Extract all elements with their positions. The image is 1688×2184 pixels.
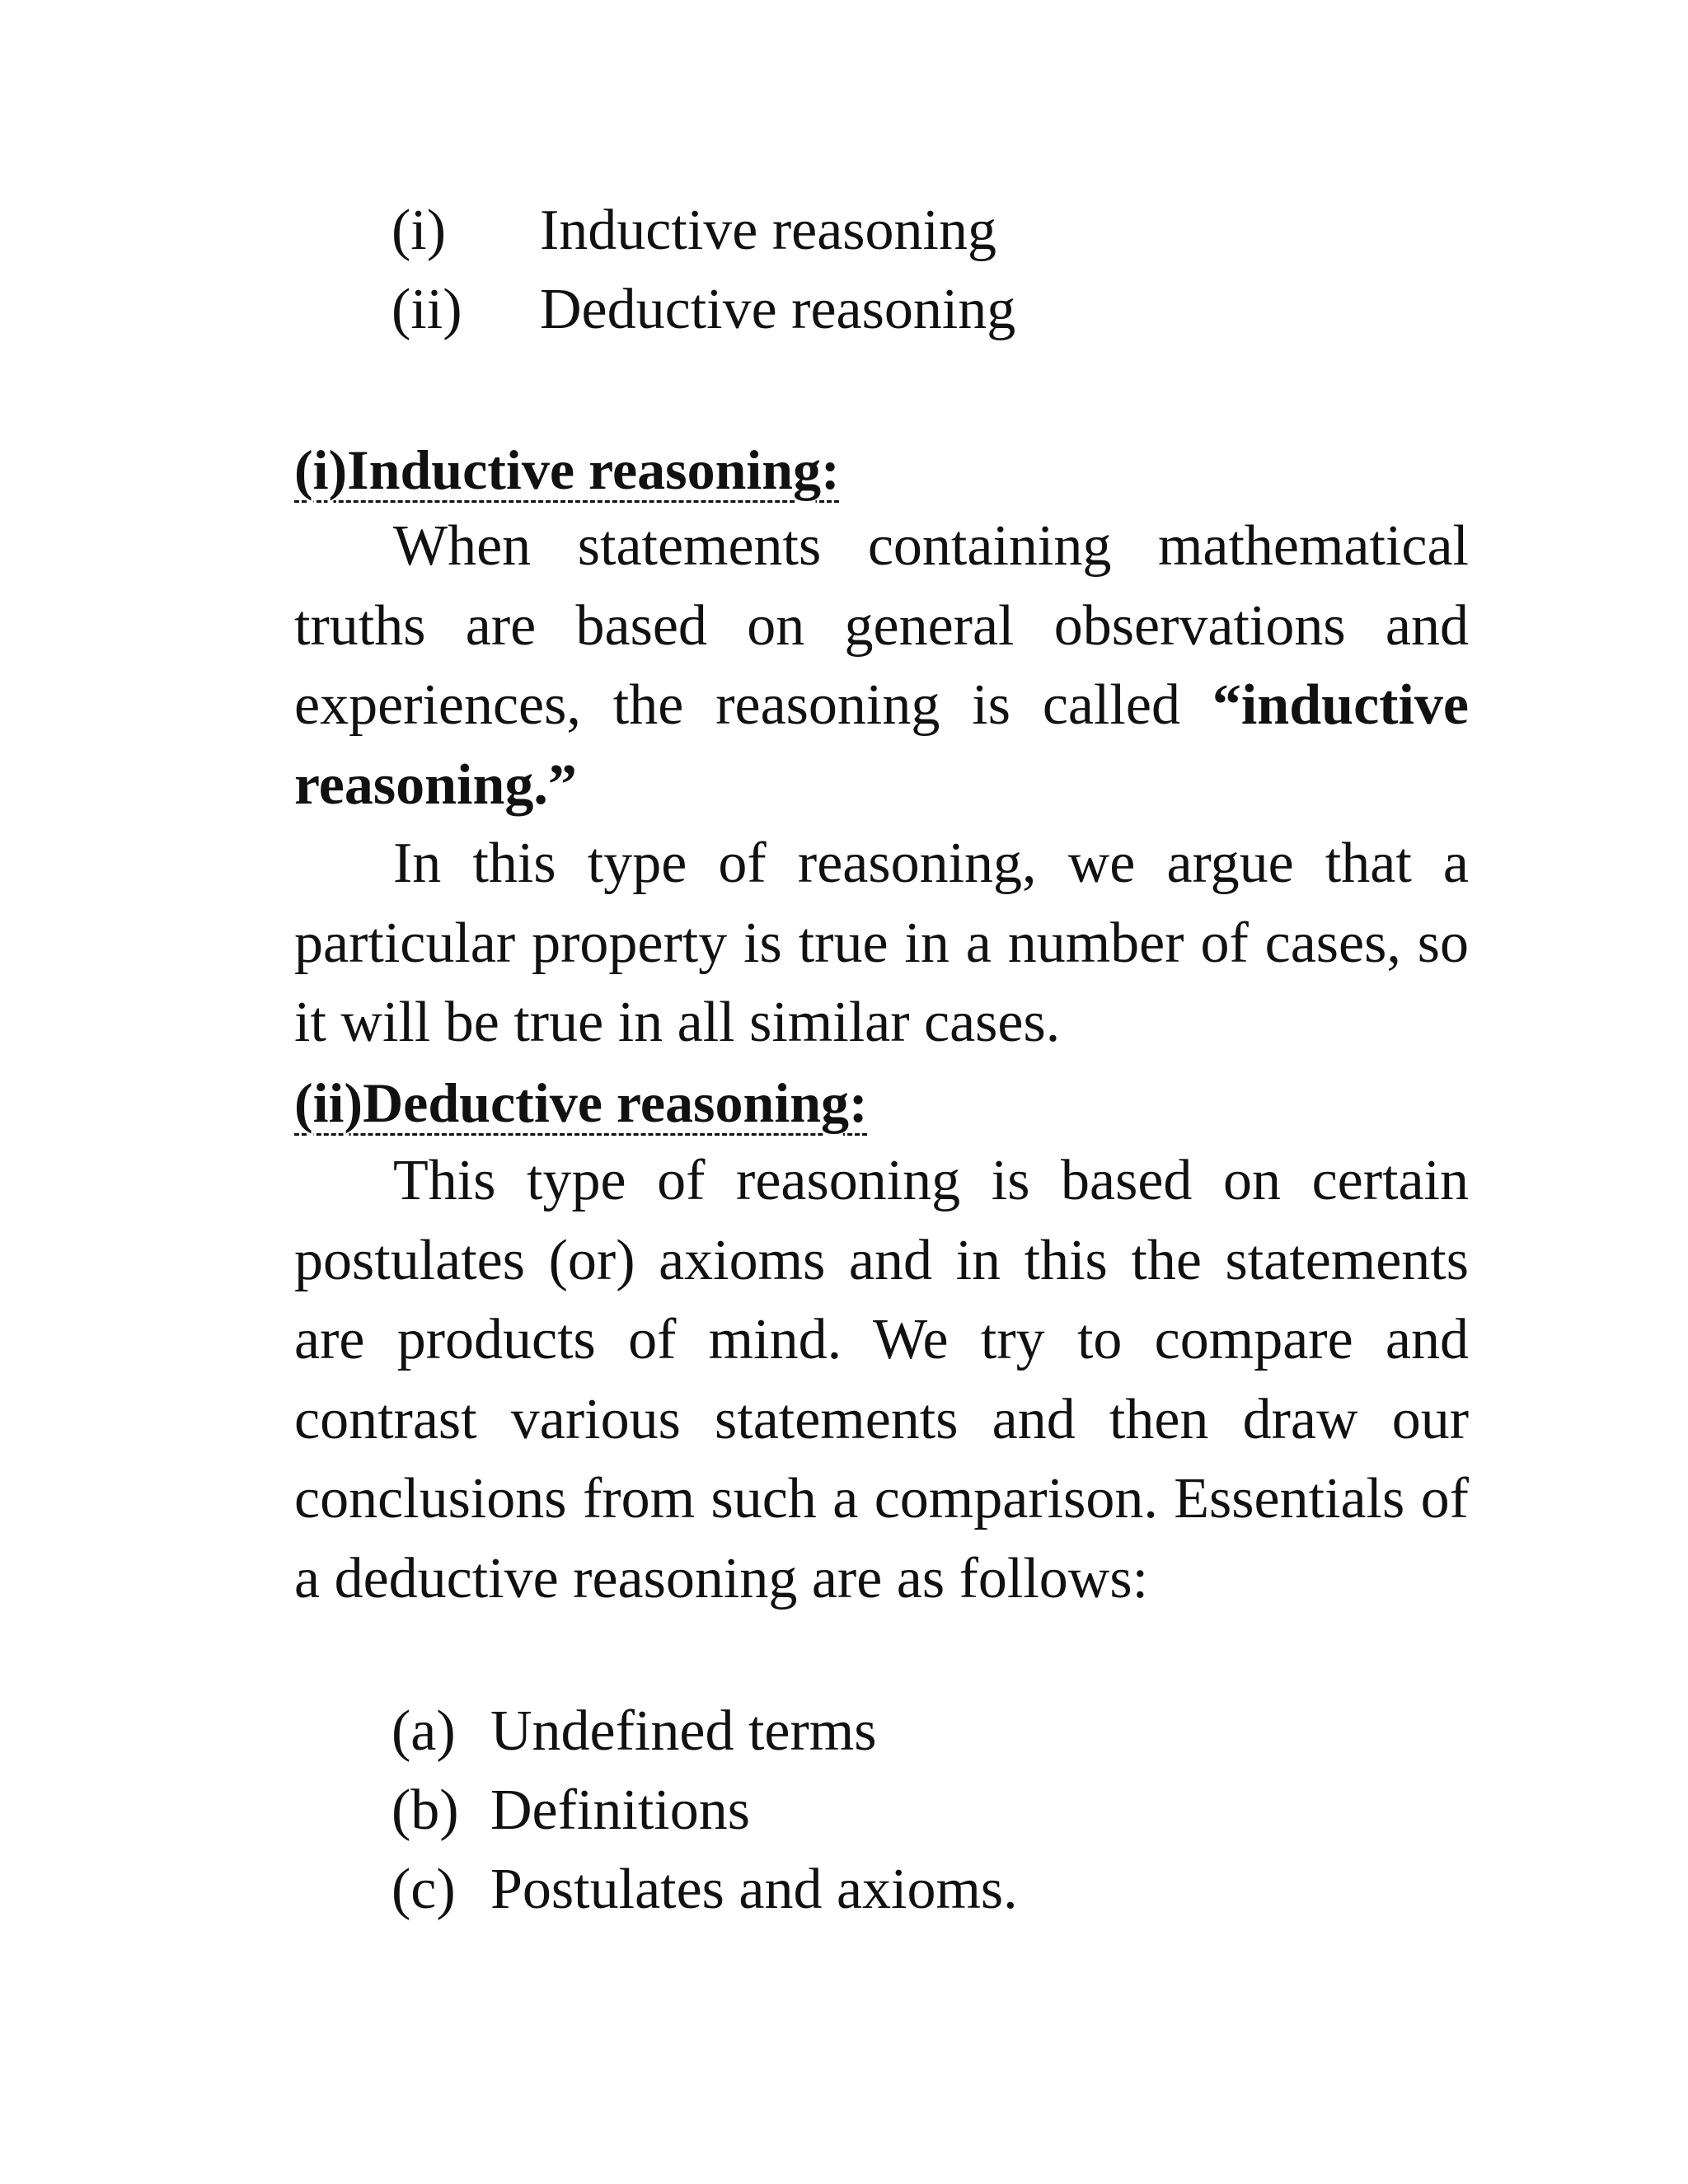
essentials-list-marker: (a) <box>392 1699 456 1763</box>
essentials-list-marker: (c) <box>392 1858 456 1921</box>
essentials-list-marker: (b) <box>392 1779 459 1842</box>
inductive-paragraph-1-text: When statements containing mathematical truths are based on general observations and experiences, the reasoning is called <box>294 514 1469 737</box>
intro-list-marker: (ii) <box>392 278 462 341</box>
inductive-term-bold: “inductive reasoning.” <box>294 673 1469 817</box>
inductive-paragraph-1 <box>294 507 1469 825</box>
inductive-paragraph-2: In this type of reasoning, we argue that a particular property is true in a number of cases, so it will be true in all similar cases. <box>294 832 1469 1054</box>
essentials-list-item: Definitions <box>490 1779 750 1842</box>
deductive-paragraph: This type of reasoning is based on certain postulates (or) axioms and in this the statements are products of mind. We try to compare and contrast various statements and then draw our conclusions from such a comparison. Essentials of a deductive reasoning are as follows: <box>294 1149 1469 1610</box>
intro-list-item: Deductive reasoning <box>540 278 1016 341</box>
intro-list-item: Inductive reasoning <box>540 199 996 262</box>
essentials-list-item: Undefined terms <box>490 1699 877 1763</box>
intro-list-marker: (i) <box>392 199 447 262</box>
section-heading-inductive: (i)Inductive reasoning: <box>294 438 840 501</box>
section-heading-deductive: (ii)Deductive reasoning: <box>294 1071 868 1134</box>
essentials-list-item: Postulates and axioms. <box>490 1858 1018 1921</box>
